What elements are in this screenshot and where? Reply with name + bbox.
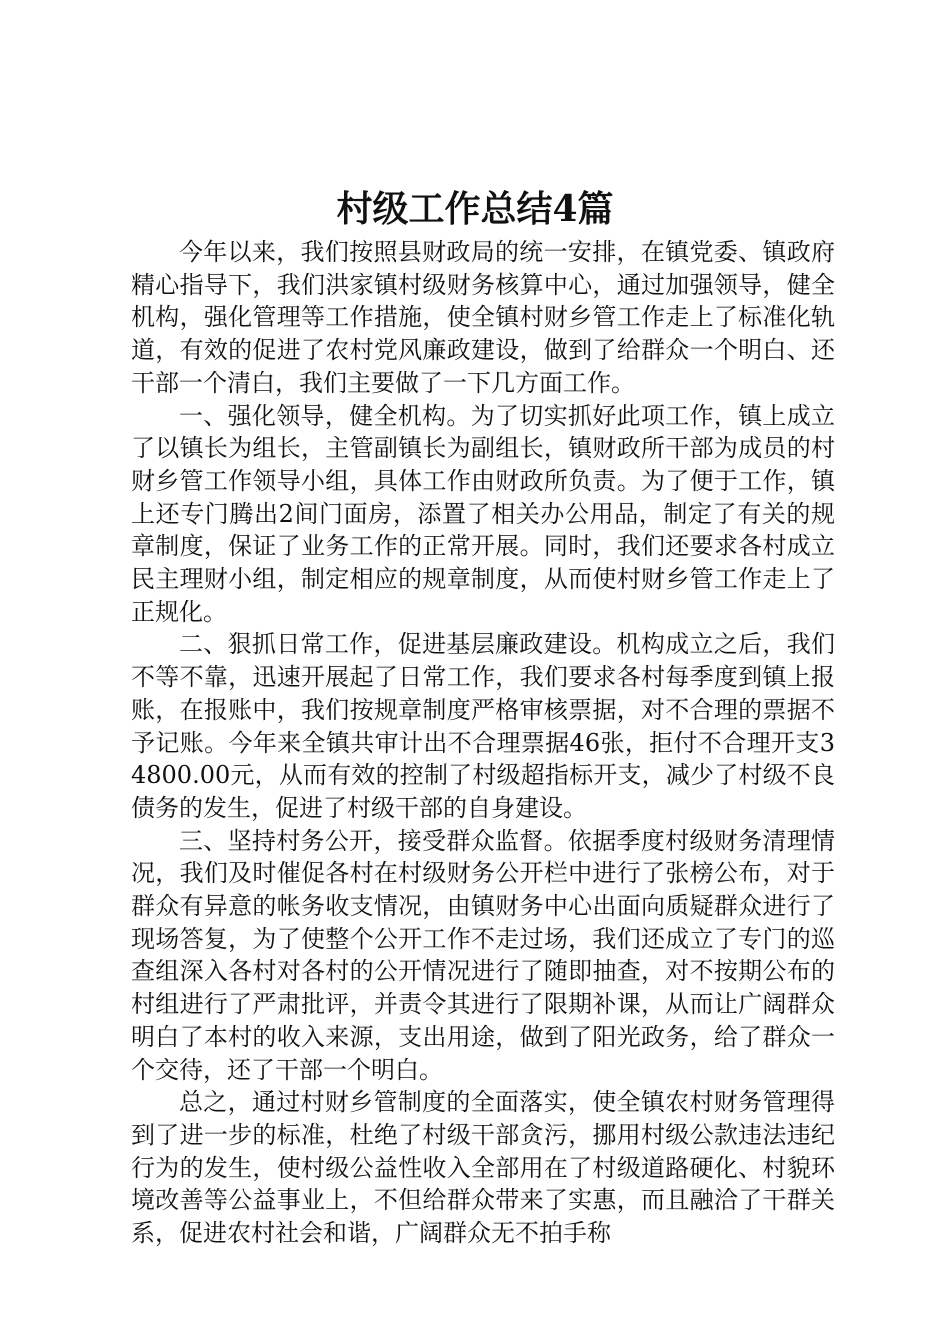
paragraph-section-1: 一、强化领导，健全机构。为了切实抓好此项工作，镇上成立了以镇长为组长，主管副镇长为副组长，镇财政所干部为成员的村财乡管工作领导小组，具体工作由财政所负责。为了便于工作，镇上还专门腾出2间门面房，添置了相关办公用品，制定了有关的规章制度，保证了业务工作的正常开展。同时，我们还要求各村成立民主理财小组，制定相应的规章制度，从而使村财乡管工作走上了正规化。 <box>131 401 835 626</box>
paragraph-section-3: 三、坚持村务公开，接受群众监督。依据季度村级财务清理情况，我们及时催促各村在村级财务公开栏中进行了张榜公布，对于群众有异意的帐务收支情况，由镇财务中心出面向质疑群众进行了现场答复，为了使整个公开工作不走过场，我们还成立了专门的巡查组深入各村对各村的公开情况进行了随即抽查，对不按期公布的村组进行了严肃批评，并责令其进行了限期补课，从而让广阔群众明白了本村的收入来源，支出用途，做到了阳光政务，给了群众一个交待，还了干部一个明白。 <box>131 826 835 1084</box>
paragraph-section-2: 二、狠抓日常工作，促进基层廉政建设。机构成立之后，我们不等不靠，迅速开展起了日常工作，我们要求各村每季度到镇上报账，在报账中，我们按规章制度严格审核票据，对不合理的票据不予记账。今年来全镇共审计出不合理票据46张，拒付不合理开支34800.00元，从而有效的控制了村级超指标开支，减少了村级不良债务的发生，促进了村级干部的自身建设。 <box>131 630 835 822</box>
paragraph-conclusion: 总之，通过村财乡管制度的全面落实，使全镇农村财务管理得到了进一步的标准，杜绝了村级干部贪污，挪用村级公款违法违纪行为的发生，使村级公益性收入全部用在了村级道路硬化、村貌环境改善等公益事业上，不但给群众带来了实惠，而且融洽了干群关系，促进农村社会和谐，广阔群众无不拍手称 <box>131 1088 835 1248</box>
document-body <box>131 236 835 1250</box>
document-title: 村级工作总结4篇 <box>336 188 614 230</box>
paragraph-intro: 今年以来，我们按照县财政局的统一安排，在镇党委、镇政府精心指导下，我们洪家镇村级财务核算中心，通过加强领导，健全机构，强化管理等工作措施，使全镇村财乡管工作走上了标准化轨道，有效的促进了农村党风廉政建设，做到了给群众一个明白、还干部一个清白，我们主要做了一下几方面工作。 <box>131 238 835 397</box>
